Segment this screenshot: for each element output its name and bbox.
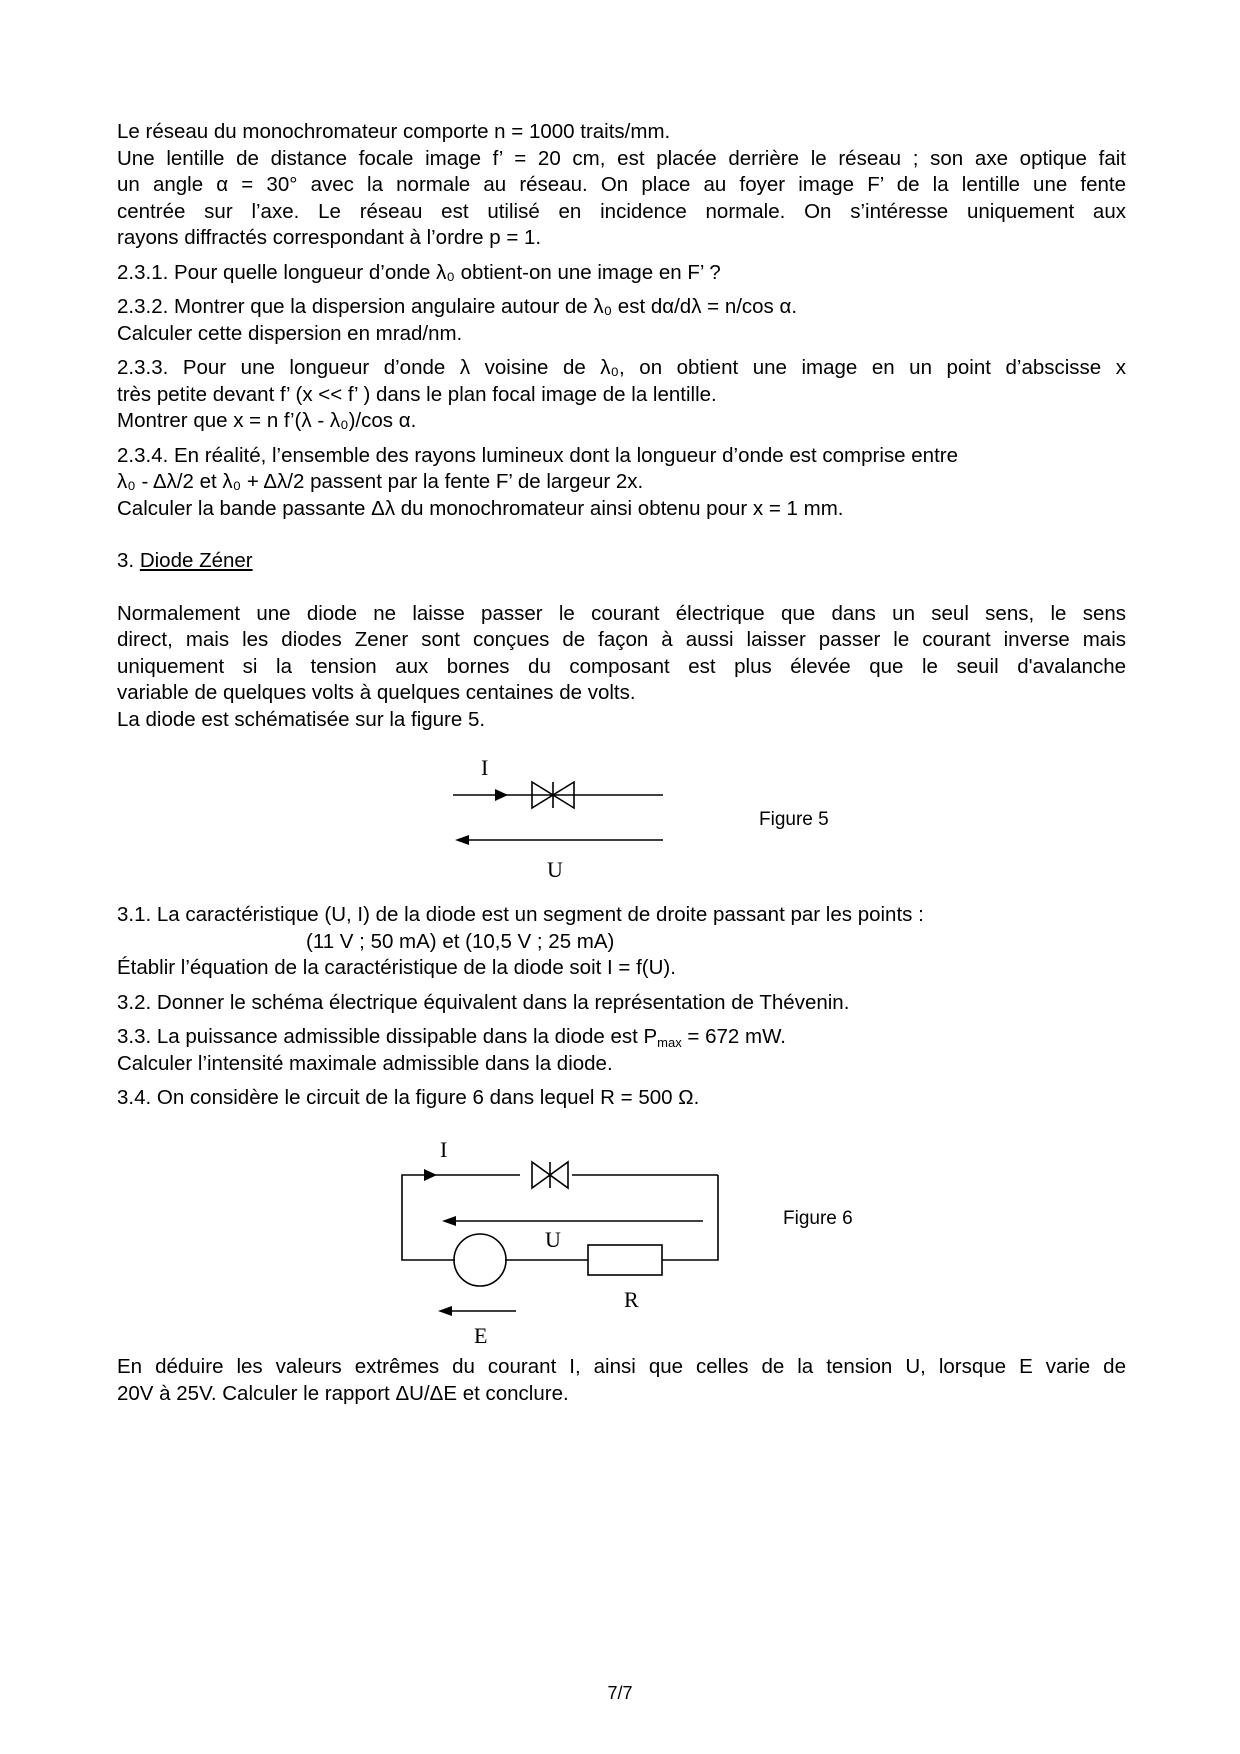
question-2-3-2-line: Calculer cette dispersion en mrad/nm. (117, 321, 463, 345)
question-3-4: 3.4. On considère le circuit de la figure 6 dans lequel R = 500 Ω. (117, 1086, 700, 1109)
question-3-3-value: = 672 mW. (681, 1025, 786, 1048)
section-3-intro-line: La diode est schématisée sur la figure 5. (117, 707, 486, 731)
figure-6-caption: Figure 6 (783, 1208, 853, 1229)
question-2-3-3-line: Montrer que x = n f’(λ - λ₀)/cos α. (117, 409, 417, 432)
question-3-3 (117, 1024, 1126, 1051)
question-3-1-line: Établir l’équation de la caractéristique de la diode soit I = f(U). (117, 956, 676, 979)
figure-6-voltage-label: U (545, 1227, 561, 1252)
question-3-2: 3.2. Donner le schéma électrique équivalent dans la représentation de Thévenin. (117, 990, 850, 1014)
intro-line: Le réseau du monochromateur comporte n = 1000 traits/mm. (117, 120, 671, 143)
figure-5 (445, 755, 675, 885)
figure-5-caption: Figure 5 (759, 809, 829, 830)
intro-line: rayons diffractés correspondant à l’ordre p = 1. (117, 226, 542, 249)
intro-line: un angle α = 30° avec la normale au réseau. On place au foyer image F’ de la lentille une fente (117, 173, 1126, 196)
question-2-3-4: 2.3.4. En réalité, l’ensemble des rayons lumineux dont la longueur d’onde est comprise entre (117, 443, 958, 467)
page-number: 7/7 (607, 1683, 633, 1703)
question-3-1-points: (11 V ; 50 mA) et (10,5 V ; 25 mA) (306, 929, 615, 953)
question-3-1: 3.1. La caractéristique (U, I) de la diode est un segment de droite passant par les points : (117, 903, 924, 926)
figure-6-resistor-label: R (624, 1287, 639, 1312)
intro-line: centrée sur l’axe. Le réseau est utilisé en incidence normale. On s’intéresse uniquement aux (117, 199, 1126, 223)
question-2-3-3-line: très petite devant f’ (x << f’ ) dans le plan focal image de la lentille. (117, 382, 717, 406)
conclusion-text (117, 1354, 1126, 1407)
conclusion-line: En déduire les valeurs extrêmes du courant I, ainsi que celles de la tension U, lorsque E varie de (117, 1355, 1126, 1378)
question-2-3-2: 2.3.2. Montrer que la dispersion angulaire autour de λ₀ est dα/dλ = n/cos α. (117, 295, 798, 318)
figure-6-current-label: I (440, 1137, 448, 1162)
question-2-3-4-line: λ₀ - Δλ/2 et λ₀ + Δλ/2 passent par la fente F’ de largeur 2x. (117, 470, 644, 493)
section-3-intro-line: uniquement si la tension aux bornes du composant est plus élevée que le seuil d'avalanche (117, 654, 1126, 678)
section-3-heading (117, 548, 1126, 575)
section-number: 3. (117, 549, 135, 572)
figure-5-current-label: I (481, 755, 489, 780)
figure-6-source-label: E (474, 1323, 488, 1348)
section-3-questions (117, 902, 1126, 1112)
pmax-subscript: max (657, 1035, 682, 1050)
question-2-3-3: 2.3.3. Pour une longueur d’onde λ voisine de λ₀, on obtient une image en un point d’abscisse x (117, 356, 1126, 379)
intro-line: Une lentille de distance focale image f’ = 20 cm, est placée derrière le réseau ; son axe optique fait (117, 146, 1126, 170)
section-3-intro-line: Normalement une diode ne laisse passer le courant électrique que dans un seul sens, le sens (117, 601, 1126, 625)
section-3-intro-line: variable de quelques volts à quelques centaines de volts. (117, 681, 636, 704)
section-3-intro-line: direct, mais les diodes Zener sont conçues de façon à aussi laisser passer le courant inverse mais (117, 628, 1126, 651)
figure-5-voltage-label: U (547, 857, 563, 882)
question-3-3-text: 3.3. La puissance admissible dissipable dans la diode est P (117, 1025, 658, 1048)
question-2-3-1: 2.3.1. Pour quelle longueur d’onde λ₀ obtient-on une image en F’ ? (117, 260, 721, 284)
section-title: Diode Zéner (139, 549, 253, 572)
section-2-text (117, 119, 1126, 733)
question-3-3-line: Calculer l’intensité maximale admissible dans la diode. (117, 1051, 613, 1075)
conclusion-line: 20V à 25V. Calculer le rapport ΔU/ΔE et conclure. (117, 1381, 569, 1405)
figure-6 (390, 1135, 730, 1350)
question-2-3-4-line: Calculer la bande passante Δλ du monochromateur ainsi obtenu pour x = 1 mm. (117, 496, 844, 520)
